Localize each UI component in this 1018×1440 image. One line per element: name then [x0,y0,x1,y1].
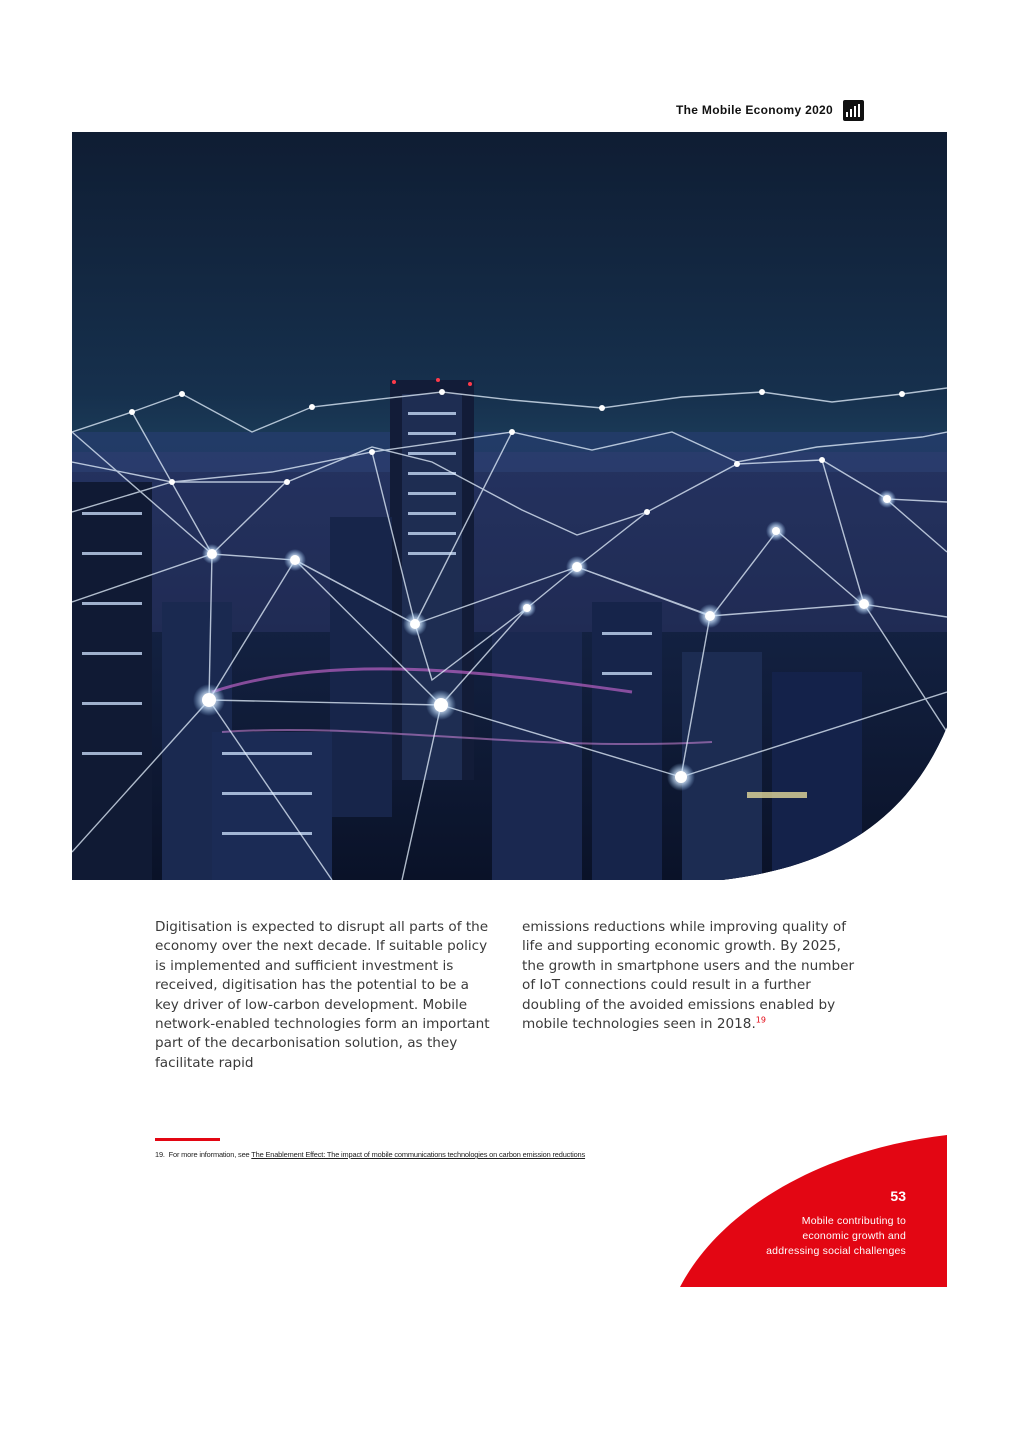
section-name-line-3: addressing social challenges [766,1245,906,1257]
body-text-right: emissions reductions while improving quality of life and supporting economic growth. By 2025, the growth in smartphone users and the number of IoT connections could result in a further doubling of the avoided emissions enabled by mobile technologies seen in 2018. [522,919,855,1033]
section-name-line-2: economic growth and [802,1230,906,1242]
page-number: 53 [890,1188,906,1204]
footnote-divider [155,1138,220,1141]
footnote-link[interactable]: The Enablement Effect: The impact of mobile communications technologies on carbon emission reductions [251,1150,586,1159]
section-name [726,1214,906,1259]
footnote-number: 19. [155,1150,165,1159]
body-text-left-column: Digitisation is expected to disrupt all parts of the economy over the next decade. If suitable policy is implemented and sufficient investment is received, digitisation has the potential to be a key driver of low-carbon development. Mobile network-enabled technologies form an important part of the decarbonisation solution, as they facilitate rapid [155,919,490,1071]
footnote [155,1150,585,1159]
night-city-network-photo [72,132,947,880]
footnote-lead: For more information, see [168,1150,250,1159]
section-corner-tab [680,1135,947,1287]
running-header-title: The Mobile Economy 2020 [676,103,833,117]
section-name-line-1: Mobile contributing to [801,1215,906,1227]
body-text-right-column [522,918,862,1034]
footnote-reference[interactable]: 19 [755,1015,766,1025]
gsma-logo-icon [843,100,864,121]
